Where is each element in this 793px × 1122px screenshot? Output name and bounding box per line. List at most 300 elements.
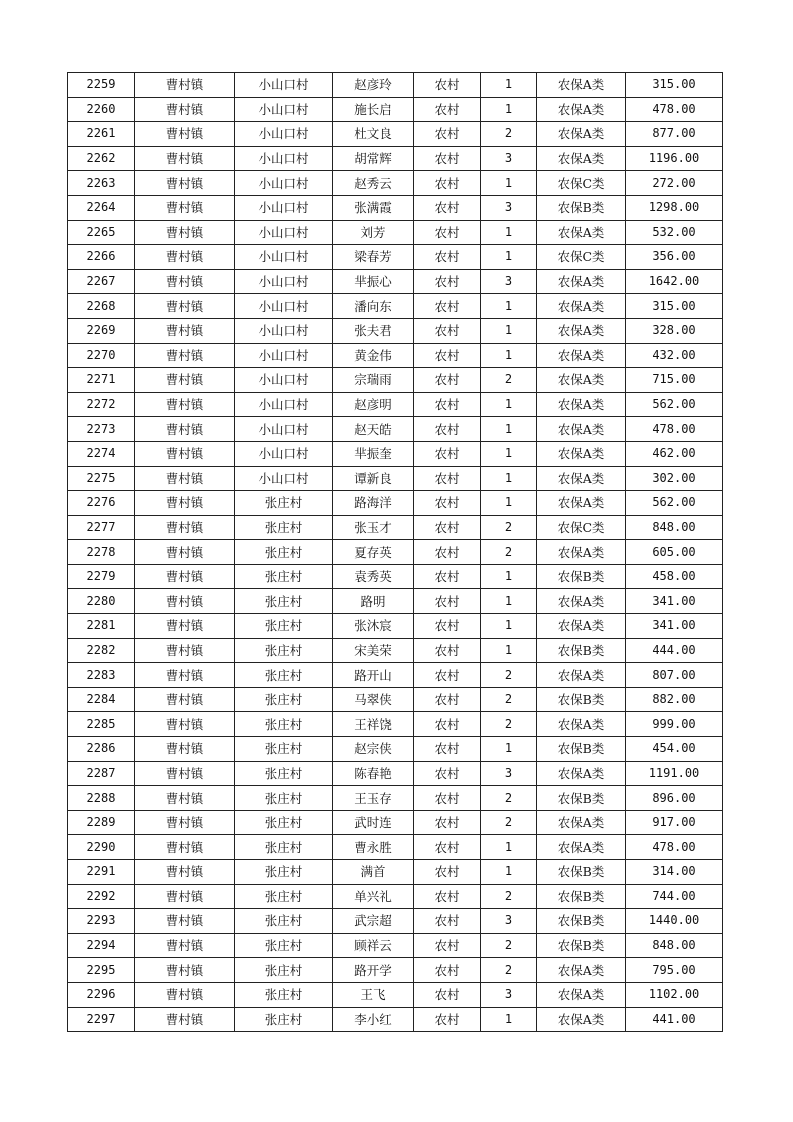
amount-cell: 432.00 (626, 343, 723, 368)
household-type-cell: 农村 (414, 786, 481, 811)
person-name-cell: 张夫君 (333, 318, 414, 343)
household-type-cell: 农村 (414, 614, 481, 639)
insurance-category-cell: 农保B类 (537, 786, 626, 811)
household-type-cell: 农村 (414, 417, 481, 442)
table-row (68, 909, 723, 934)
town-cell: 曹村镇 (135, 343, 235, 368)
table-row (68, 540, 723, 565)
insurance-category-cell: 农保A类 (537, 614, 626, 639)
family-size-cell: 2 (481, 368, 537, 393)
household-type-cell: 农村 (414, 564, 481, 589)
table-row (68, 171, 723, 196)
amount-cell: 795.00 (626, 958, 723, 983)
household-type-cell: 农村 (414, 540, 481, 565)
town-cell: 曹村镇 (135, 515, 235, 540)
insurance-category-cell: 农保A类 (537, 97, 626, 122)
village-cell: 张庄村 (235, 614, 333, 639)
table-row (68, 441, 723, 466)
amount-cell: 302.00 (626, 466, 723, 491)
village-cell: 张庄村 (235, 540, 333, 565)
row-number-cell: 2294 (68, 933, 135, 958)
person-name-cell: 黄金伟 (333, 343, 414, 368)
town-cell: 曹村镇 (135, 982, 235, 1007)
family-size-cell: 1 (481, 860, 537, 885)
household-type-cell: 农村 (414, 909, 481, 934)
household-type-cell: 农村 (414, 761, 481, 786)
household-type-cell: 农村 (414, 195, 481, 220)
family-size-cell: 1 (481, 294, 537, 319)
family-size-cell: 3 (481, 146, 537, 171)
family-size-cell: 2 (481, 712, 537, 737)
village-cell: 张庄村 (235, 687, 333, 712)
village-cell: 小山口村 (235, 73, 333, 98)
household-type-cell: 农村 (414, 515, 481, 540)
person-name-cell: 路明 (333, 589, 414, 614)
village-cell: 张庄村 (235, 515, 333, 540)
insurance-category-cell: 农保A类 (537, 810, 626, 835)
row-number-cell: 2263 (68, 171, 135, 196)
town-cell: 曹村镇 (135, 860, 235, 885)
row-number-cell: 2273 (68, 417, 135, 442)
household-type-cell: 农村 (414, 441, 481, 466)
amount-cell: 848.00 (626, 515, 723, 540)
person-name-cell: 芈振奎 (333, 441, 414, 466)
row-number-cell: 2283 (68, 663, 135, 688)
village-cell: 张庄村 (235, 761, 333, 786)
person-name-cell: 夏存英 (333, 540, 414, 565)
household-type-cell: 农村 (414, 97, 481, 122)
town-cell: 曹村镇 (135, 663, 235, 688)
person-name-cell: 路开山 (333, 663, 414, 688)
household-type-cell: 农村 (414, 860, 481, 885)
town-cell: 曹村镇 (135, 737, 235, 762)
amount-cell: 877.00 (626, 122, 723, 147)
table-row (68, 269, 723, 294)
household-type-cell: 农村 (414, 73, 481, 98)
person-name-cell: 宗瑞雨 (333, 368, 414, 393)
table-row (68, 392, 723, 417)
family-size-cell: 2 (481, 687, 537, 712)
row-number-cell: 2271 (68, 368, 135, 393)
family-size-cell: 1 (481, 491, 537, 516)
row-number-cell: 2269 (68, 318, 135, 343)
table-row (68, 884, 723, 909)
row-number-cell: 2274 (68, 441, 135, 466)
family-size-cell: 1 (481, 466, 537, 491)
table-row (68, 589, 723, 614)
person-name-cell: 陈春艳 (333, 761, 414, 786)
amount-cell: 444.00 (626, 638, 723, 663)
town-cell: 曹村镇 (135, 491, 235, 516)
family-size-cell: 2 (481, 122, 537, 147)
person-name-cell: 曹永胜 (333, 835, 414, 860)
amount-cell: 478.00 (626, 97, 723, 122)
village-cell: 张庄村 (235, 958, 333, 983)
table-row (68, 614, 723, 639)
row-number-cell: 2278 (68, 540, 135, 565)
amount-cell: 999.00 (626, 712, 723, 737)
table-row (68, 220, 723, 245)
insurance-category-cell: 农保A类 (537, 589, 626, 614)
village-cell: 张庄村 (235, 909, 333, 934)
amount-cell: 1298.00 (626, 195, 723, 220)
insurance-category-cell: 农保A类 (537, 417, 626, 442)
town-cell: 曹村镇 (135, 638, 235, 663)
town-cell: 曹村镇 (135, 884, 235, 909)
household-type-cell: 农村 (414, 982, 481, 1007)
family-size-cell: 1 (481, 171, 537, 196)
village-cell: 小山口村 (235, 343, 333, 368)
person-name-cell: 路海洋 (333, 491, 414, 516)
insurance-category-cell: 农保A类 (537, 122, 626, 147)
person-name-cell: 潘向东 (333, 294, 414, 319)
insurance-category-cell: 农保A类 (537, 712, 626, 737)
family-size-cell: 1 (481, 220, 537, 245)
family-size-cell: 1 (481, 564, 537, 589)
amount-cell: 1196.00 (626, 146, 723, 171)
person-name-cell: 谭新良 (333, 466, 414, 491)
village-cell: 张庄村 (235, 491, 333, 516)
household-type-cell: 农村 (414, 737, 481, 762)
table-row (68, 73, 723, 98)
household-type-cell: 农村 (414, 1007, 481, 1032)
row-number-cell: 2261 (68, 122, 135, 147)
village-cell: 张庄村 (235, 982, 333, 1007)
village-cell: 张庄村 (235, 1007, 333, 1032)
household-type-cell: 农村 (414, 294, 481, 319)
table-row (68, 195, 723, 220)
row-number-cell: 2272 (68, 392, 135, 417)
household-type-cell: 农村 (414, 835, 481, 860)
household-type-cell: 农村 (414, 146, 481, 171)
row-number-cell: 2292 (68, 884, 135, 909)
household-type-cell: 农村 (414, 245, 481, 270)
village-cell: 张庄村 (235, 638, 333, 663)
insurance-category-cell: 农保B类 (537, 909, 626, 934)
person-name-cell: 张沐宸 (333, 614, 414, 639)
row-number-cell: 2279 (68, 564, 135, 589)
village-cell: 张庄村 (235, 737, 333, 762)
table-row (68, 712, 723, 737)
insurance-category-cell: 农保B类 (537, 860, 626, 885)
person-name-cell: 胡常辉 (333, 146, 414, 171)
town-cell: 曹村镇 (135, 958, 235, 983)
town-cell: 曹村镇 (135, 466, 235, 491)
table-row (68, 343, 723, 368)
insurance-category-cell: 农保A类 (537, 220, 626, 245)
family-size-cell: 1 (481, 589, 537, 614)
table-body (68, 73, 723, 1032)
table-row (68, 245, 723, 270)
table-row (68, 663, 723, 688)
row-number-cell: 2295 (68, 958, 135, 983)
household-type-cell: 农村 (414, 122, 481, 147)
town-cell: 曹村镇 (135, 441, 235, 466)
row-number-cell: 2288 (68, 786, 135, 811)
town-cell: 曹村镇 (135, 73, 235, 98)
insurance-category-cell: 农保A类 (537, 392, 626, 417)
insurance-category-cell: 农保A类 (537, 269, 626, 294)
amount-cell: 328.00 (626, 318, 723, 343)
table-row (68, 958, 723, 983)
household-type-cell: 农村 (414, 933, 481, 958)
amount-cell: 532.00 (626, 220, 723, 245)
amount-cell: 462.00 (626, 441, 723, 466)
table-row (68, 515, 723, 540)
person-name-cell: 赵宗侠 (333, 737, 414, 762)
person-name-cell: 顾祥云 (333, 933, 414, 958)
family-size-cell: 2 (481, 810, 537, 835)
person-name-cell: 袁秀英 (333, 564, 414, 589)
amount-cell: 917.00 (626, 810, 723, 835)
amount-cell: 1191.00 (626, 761, 723, 786)
amount-cell: 478.00 (626, 835, 723, 860)
person-name-cell: 马翠侠 (333, 687, 414, 712)
row-number-cell: 2270 (68, 343, 135, 368)
amount-cell: 807.00 (626, 663, 723, 688)
family-size-cell: 2 (481, 786, 537, 811)
town-cell: 曹村镇 (135, 318, 235, 343)
town-cell: 曹村镇 (135, 835, 235, 860)
insurance-category-cell: 农保A类 (537, 466, 626, 491)
person-name-cell: 李小红 (333, 1007, 414, 1032)
insurance-category-cell: 农保A类 (537, 73, 626, 98)
household-type-cell: 农村 (414, 220, 481, 245)
insurance-category-cell: 农保A类 (537, 982, 626, 1007)
row-number-cell: 2284 (68, 687, 135, 712)
household-type-cell: 农村 (414, 466, 481, 491)
family-size-cell: 3 (481, 195, 537, 220)
row-number-cell: 2277 (68, 515, 135, 540)
person-name-cell: 王玉存 (333, 786, 414, 811)
person-name-cell: 王飞 (333, 982, 414, 1007)
town-cell: 曹村镇 (135, 171, 235, 196)
row-number-cell: 2260 (68, 97, 135, 122)
row-number-cell: 2275 (68, 466, 135, 491)
amount-cell: 341.00 (626, 614, 723, 639)
amount-cell: 1102.00 (626, 982, 723, 1007)
household-type-cell: 农村 (414, 589, 481, 614)
family-size-cell: 1 (481, 97, 537, 122)
insurance-category-cell: 农保C类 (537, 171, 626, 196)
family-size-cell: 1 (481, 614, 537, 639)
table-row (68, 1007, 723, 1032)
amount-cell: 848.00 (626, 933, 723, 958)
village-cell: 张庄村 (235, 663, 333, 688)
table-row (68, 491, 723, 516)
amount-cell: 896.00 (626, 786, 723, 811)
person-name-cell: 梁春芳 (333, 245, 414, 270)
household-type-cell: 农村 (414, 368, 481, 393)
person-name-cell: 张玉才 (333, 515, 414, 540)
family-size-cell: 1 (481, 441, 537, 466)
insurance-category-cell: 农保B类 (537, 195, 626, 220)
town-cell: 曹村镇 (135, 933, 235, 958)
table-row (68, 638, 723, 663)
beneficiary-table (67, 72, 723, 1032)
row-number-cell: 2286 (68, 737, 135, 762)
family-size-cell: 1 (481, 417, 537, 442)
insurance-category-cell: 农保C类 (537, 245, 626, 270)
insurance-category-cell: 农保A类 (537, 343, 626, 368)
family-size-cell: 2 (481, 958, 537, 983)
row-number-cell: 2262 (68, 146, 135, 171)
village-cell: 张庄村 (235, 712, 333, 737)
village-cell: 张庄村 (235, 835, 333, 860)
family-size-cell: 1 (481, 318, 537, 343)
amount-cell: 562.00 (626, 392, 723, 417)
village-cell: 小山口村 (235, 97, 333, 122)
insurance-category-cell: 农保B类 (537, 884, 626, 909)
row-number-cell: 2296 (68, 982, 135, 1007)
town-cell: 曹村镇 (135, 540, 235, 565)
town-cell: 曹村镇 (135, 195, 235, 220)
insurance-category-cell: 农保A类 (537, 663, 626, 688)
family-size-cell: 3 (481, 909, 537, 934)
family-size-cell: 3 (481, 269, 537, 294)
insurance-category-cell: 农保A类 (537, 294, 626, 319)
table-row (68, 122, 723, 147)
table-row (68, 737, 723, 762)
amount-cell: 341.00 (626, 589, 723, 614)
household-type-cell: 农村 (414, 687, 481, 712)
town-cell: 曹村镇 (135, 589, 235, 614)
table-row (68, 761, 723, 786)
amount-cell: 1642.00 (626, 269, 723, 294)
row-number-cell: 2297 (68, 1007, 135, 1032)
person-name-cell: 赵彦明 (333, 392, 414, 417)
insurance-category-cell: 农保A类 (537, 491, 626, 516)
village-cell: 小山口村 (235, 318, 333, 343)
person-name-cell: 武宗超 (333, 909, 414, 934)
household-type-cell: 农村 (414, 884, 481, 909)
village-cell: 小山口村 (235, 417, 333, 442)
insurance-category-cell: 农保A类 (537, 146, 626, 171)
person-name-cell: 路开学 (333, 958, 414, 983)
row-number-cell: 2282 (68, 638, 135, 663)
household-type-cell: 农村 (414, 343, 481, 368)
town-cell: 曹村镇 (135, 1007, 235, 1032)
person-name-cell: 赵天皓 (333, 417, 414, 442)
town-cell: 曹村镇 (135, 368, 235, 393)
household-type-cell: 农村 (414, 171, 481, 196)
table-row (68, 294, 723, 319)
family-size-cell: 3 (481, 982, 537, 1007)
amount-cell: 605.00 (626, 540, 723, 565)
amount-cell: 454.00 (626, 737, 723, 762)
table-row (68, 146, 723, 171)
amount-cell: 441.00 (626, 1007, 723, 1032)
family-size-cell: 1 (481, 73, 537, 98)
table-row (68, 810, 723, 835)
insurance-category-cell: 农保B类 (537, 687, 626, 712)
village-cell: 小山口村 (235, 220, 333, 245)
person-name-cell: 王祥饶 (333, 712, 414, 737)
row-number-cell: 2265 (68, 220, 135, 245)
person-name-cell: 刘芳 (333, 220, 414, 245)
person-name-cell: 赵彦玲 (333, 73, 414, 98)
row-number-cell: 2290 (68, 835, 135, 860)
insurance-category-cell: 农保A类 (537, 761, 626, 786)
table-row (68, 564, 723, 589)
person-name-cell: 赵秀云 (333, 171, 414, 196)
town-cell: 曹村镇 (135, 761, 235, 786)
family-size-cell: 2 (481, 540, 537, 565)
insurance-category-cell: 农保B类 (537, 564, 626, 589)
town-cell: 曹村镇 (135, 712, 235, 737)
town-cell: 曹村镇 (135, 614, 235, 639)
family-size-cell: 2 (481, 884, 537, 909)
row-number-cell: 2268 (68, 294, 135, 319)
family-size-cell: 2 (481, 933, 537, 958)
village-cell: 小山口村 (235, 466, 333, 491)
amount-cell: 458.00 (626, 564, 723, 589)
village-cell: 小山口村 (235, 122, 333, 147)
family-size-cell: 1 (481, 392, 537, 417)
town-cell: 曹村镇 (135, 786, 235, 811)
amount-cell: 356.00 (626, 245, 723, 270)
person-name-cell: 施长启 (333, 97, 414, 122)
village-cell: 小山口村 (235, 146, 333, 171)
village-cell: 张庄村 (235, 860, 333, 885)
person-name-cell: 芈振心 (333, 269, 414, 294)
table-row (68, 97, 723, 122)
row-number-cell: 2285 (68, 712, 135, 737)
household-type-cell: 农村 (414, 638, 481, 663)
household-type-cell: 农村 (414, 663, 481, 688)
row-number-cell: 2259 (68, 73, 135, 98)
town-cell: 曹村镇 (135, 294, 235, 319)
village-cell: 张庄村 (235, 884, 333, 909)
person-name-cell: 杜文良 (333, 122, 414, 147)
family-size-cell: 1 (481, 737, 537, 762)
town-cell: 曹村镇 (135, 122, 235, 147)
insurance-category-cell: 农保A类 (537, 318, 626, 343)
table-row (68, 933, 723, 958)
household-type-cell: 农村 (414, 491, 481, 516)
household-type-cell: 农村 (414, 269, 481, 294)
town-cell: 曹村镇 (135, 220, 235, 245)
family-size-cell: 1 (481, 638, 537, 663)
amount-cell: 272.00 (626, 171, 723, 196)
row-number-cell: 2293 (68, 909, 135, 934)
person-name-cell: 单兴礼 (333, 884, 414, 909)
town-cell: 曹村镇 (135, 392, 235, 417)
village-cell: 小山口村 (235, 195, 333, 220)
insurance-category-cell: 农保A类 (537, 835, 626, 860)
village-cell: 小山口村 (235, 368, 333, 393)
person-name-cell: 宋美荣 (333, 638, 414, 663)
row-number-cell: 2280 (68, 589, 135, 614)
town-cell: 曹村镇 (135, 97, 235, 122)
row-number-cell: 2287 (68, 761, 135, 786)
family-size-cell: 1 (481, 245, 537, 270)
table-row (68, 368, 723, 393)
person-name-cell: 张满霞 (333, 195, 414, 220)
insurance-category-cell: 农保B类 (537, 638, 626, 663)
town-cell: 曹村镇 (135, 564, 235, 589)
insurance-category-cell: 农保A类 (537, 958, 626, 983)
table-row (68, 860, 723, 885)
person-name-cell: 武时连 (333, 810, 414, 835)
row-number-cell: 2266 (68, 245, 135, 270)
table-row (68, 786, 723, 811)
amount-cell: 744.00 (626, 884, 723, 909)
table-row (68, 466, 723, 491)
town-cell: 曹村镇 (135, 687, 235, 712)
row-number-cell: 2264 (68, 195, 135, 220)
table-row (68, 318, 723, 343)
